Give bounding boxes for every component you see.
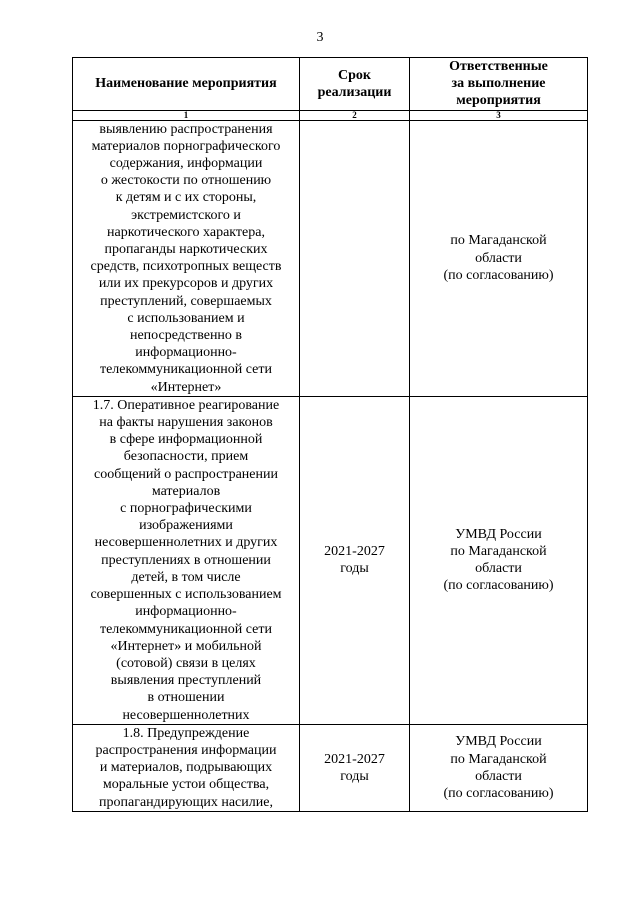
table-row [73,396,588,724]
table-row [73,120,588,396]
column-number: 1 [73,110,300,120]
term-cell [300,120,410,396]
responsible-cell [410,120,588,396]
header-measure-name: Наименование мероприятия [73,58,300,111]
cell-text-line: информационно- [135,604,237,620]
cell-text-line: безопасности, прием [123,449,249,465]
cell-text-line: пропагандирующих насилие, [99,794,273,810]
cell-text-line: содержания, информации [109,156,263,172]
cell-text-line: (по согласованию) [443,578,554,594]
responsible-cell [410,724,588,811]
cell-text-line: телекоммуникационной сети [99,362,273,378]
cell-text-line: 2021-2027 [324,751,385,767]
cell-text-line: УМВД России [455,734,542,750]
cell-text-line: области [475,768,522,784]
cell-text-line: 2021-2027 [324,544,385,560]
responsible-cell [410,396,588,724]
cell-text-line: УМВД России [455,526,542,542]
cell-text-line: и материалов, подрывающих [99,760,273,776]
cell-text-line: с использованием и [127,310,245,326]
cell-text-line: наркотического характера, [107,224,265,240]
cell-text-line: или их прекурсоров и других [98,276,274,292]
header-responsible: Ответственные за выполнение мероприятия [410,58,588,111]
cell-text-line: по Магаданской [450,233,547,249]
cell-text-line: непосредственно в [129,328,243,344]
cell-text-line: пропаганды наркотических [104,242,268,258]
cell-text-line: детей, в том числе [131,569,241,585]
cell-text-line: преступлениях в отношении [101,552,271,568]
table-header-row [73,58,588,111]
cell-text-line: 1.8. Предупреждение [122,725,250,741]
cell-text-line: телекоммуникационной сети [99,621,273,637]
table-row [73,724,588,811]
cell-text-line: годы [340,561,369,577]
measure-name-cell [73,396,300,724]
column-number: 3 [410,110,588,120]
cell-text-line: «Интернет» и мобильной [110,638,262,654]
cell-text-line: распространения информации [95,742,277,758]
cell-text-line: «Интернет» [150,379,222,395]
cell-text-line: несовершеннолетних [122,707,250,723]
cell-text-line: (по согласованию) [443,785,554,801]
cell-text-line: с порнографическими [120,501,252,517]
cell-text-line: материалов [151,483,221,499]
cell-text-line: средств, психотропных веществ [90,259,282,275]
cell-text-line: совершенных с использованием [90,587,282,603]
cell-text-line: по Магаданской [450,751,547,767]
cell-text-line: выявлению распространения [99,121,273,137]
cell-text-line: экстремистского и [131,207,241,223]
cell-text-line: области [475,561,522,577]
cell-text-line: сообщений о распространении [94,466,278,482]
cell-text-line: в отношении [147,690,225,706]
header-term: Срок реализации [300,58,410,111]
column-number-row [73,110,588,120]
column-number: 2 [300,110,410,120]
measures-table [72,57,588,812]
cell-text-line: к детям и с их стороны, [115,190,257,206]
cell-text-line: моральные устои общества, [102,777,270,793]
cell-text-line: (по согласованию) [443,267,554,283]
cell-text-line: выявления преступлений [110,673,262,689]
cell-text-line: преступлений, совершаемых [100,293,272,309]
cell-text-line: на факты нарушения законов [99,415,273,431]
cell-text-line: по Магаданской [450,544,547,560]
cell-text-line: (сотовой) связи в целях [116,655,256,671]
measure-name-cell [73,724,300,811]
cell-text-line: информационно- [135,345,237,361]
cell-text-line: материалов порнографического [91,138,281,154]
cell-text-line: в сфере информационной [109,432,263,448]
cell-text-line: несовершеннолетних и других [94,535,278,551]
cell-text-line: 1.7. Оперативное реагирование [92,397,280,413]
term-cell [300,396,410,724]
cell-text-line: о жестокости по отношению [100,173,272,189]
term-cell [300,724,410,811]
cell-text-line: годы [340,768,369,784]
cell-text-line: области [475,250,522,266]
cell-text-line: изображениями [139,518,233,534]
measure-name-cell [73,120,300,396]
page-number: 3 [316,30,324,45]
